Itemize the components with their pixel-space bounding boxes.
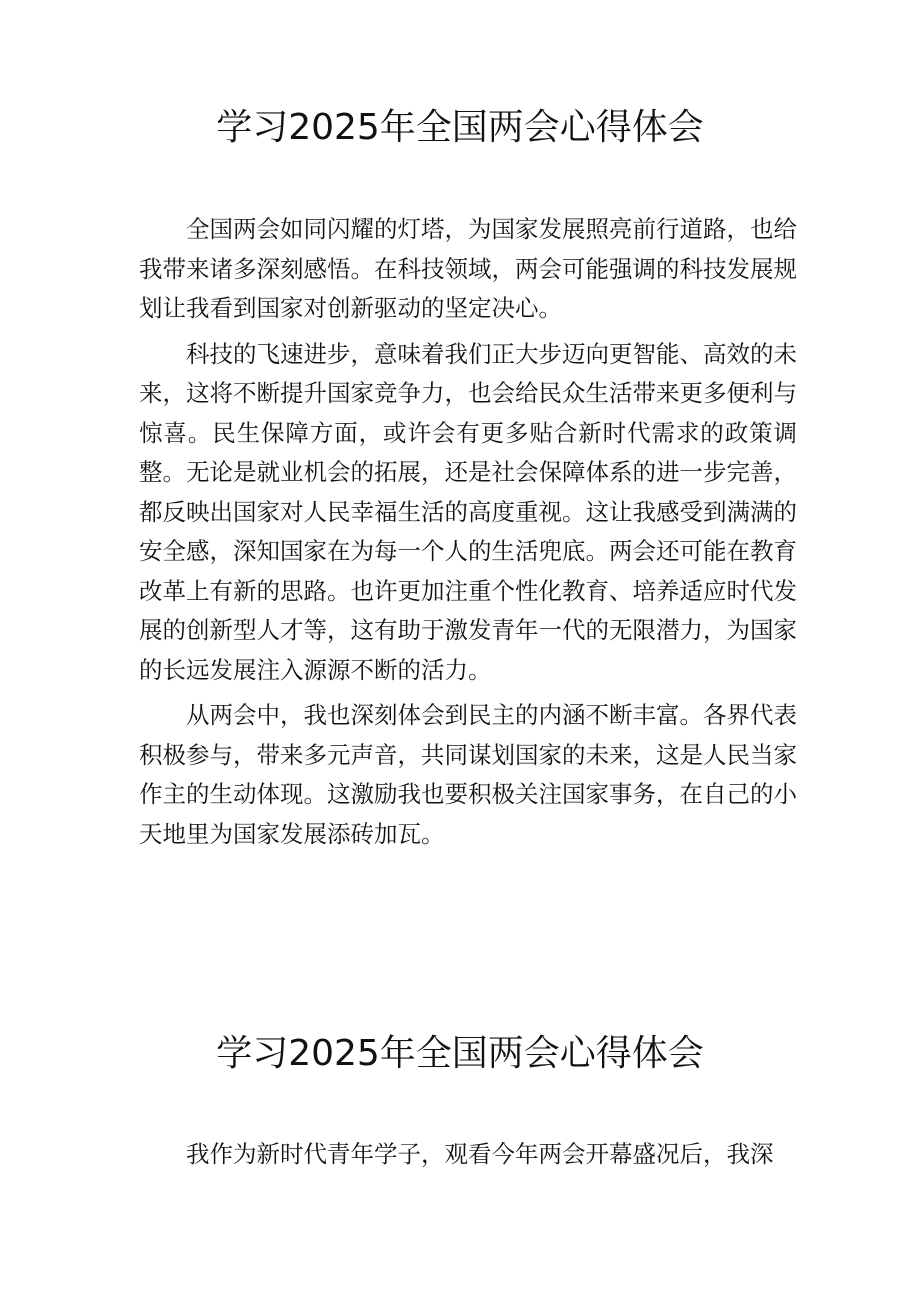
article-2-body [139, 1135, 797, 1181]
article-2-title: 学习2025年全国两会心得体会 [216, 1033, 704, 1074]
article-1-paragraph-2: 科技的飞速进步，意味着我们正大步迈向更智能、高效的未来，这将不断提升国家竞争力，也会给民众生活带来更多便利与惊喜。民生保障方面，或许会有更多贴合新时代需求的政策调整。无论是就业机会的拓展，还是社会保障体系的进一步完善，都反映出国家对人民幸福生活的高度重视。这让我感受到满满的安全感，深知国家在为每一个人的生活兜底。两会还可能在教育改革上有新的思路。也许更加注重个性化教育、培养适应时代发展的创新型人才等，这有助于激发青年一代的无限潜力，为国家的长远发展注入源源不断的活力。 [139, 339, 797, 684]
article-1-paragraph-1: 全国两会如同闪耀的灯塔，为国家发展照亮前行道路，也给我带来诸多深刻感悟。在科技领域，两会可能强调的科技发展规划让我看到国家对创新驱动的坚定决心。 [139, 215, 797, 322]
article-1-title: 学习2025年全国两会心得体会 [216, 107, 704, 148]
article-1-body [139, 210, 797, 860]
article-2-paragraph-1: 我作为新时代青年学子，观看今年两会开幕盛况后，我深 [186, 1140, 774, 1168]
article-1-paragraph-3: 从两会中，我也深刻体会到民主的内涵不断丰富。各界代表积极参与，带来多元声音，共同谋划国家的未来，这是人民当家作主的生动体现。这激励我也要积极关注国家事务，在自己的小天地里为国家发展添砖加瓦。 [139, 701, 797, 848]
